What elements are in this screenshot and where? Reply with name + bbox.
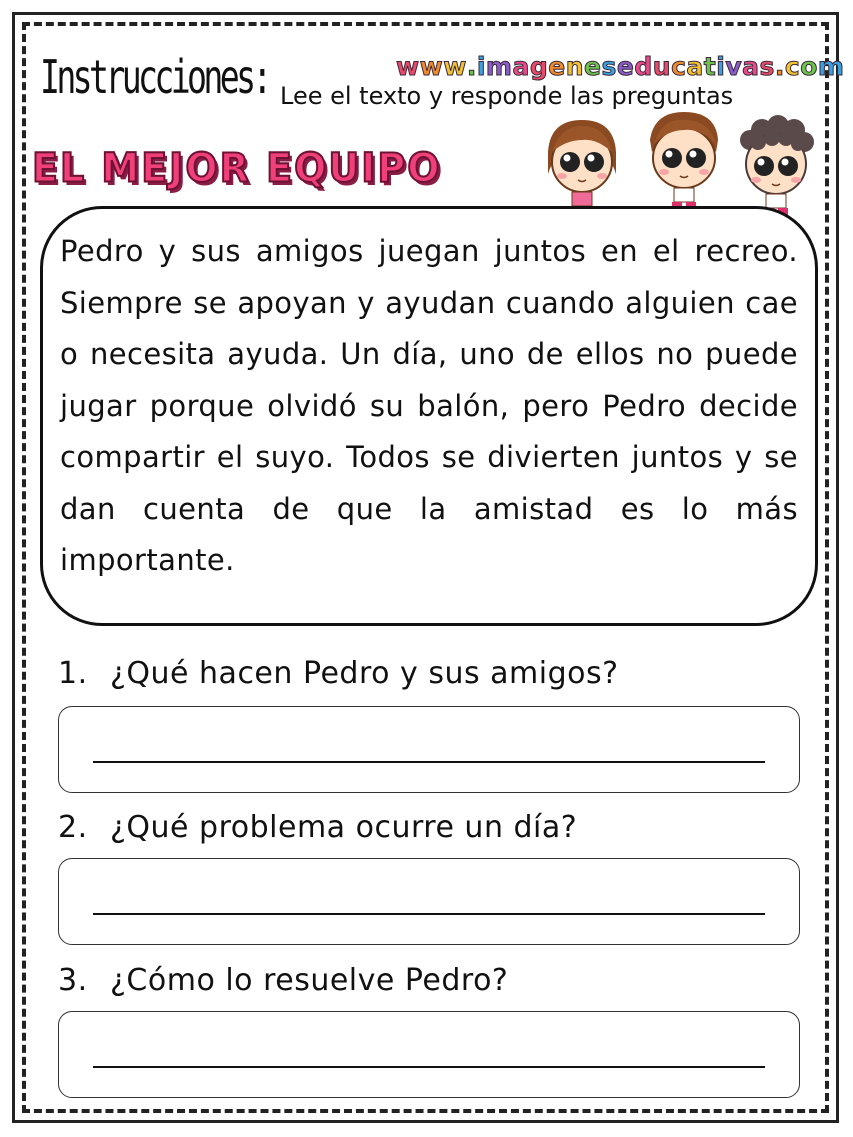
question-3 (58, 963, 508, 998)
answer-line (93, 913, 765, 915)
answer-line (93, 1066, 765, 1068)
question-text: ¿Qué hacen Pedro y sus amigos? (110, 656, 619, 691)
answer-box-3[interactable] (58, 1011, 800, 1098)
girl-character-icon (548, 120, 616, 214)
question-number: 3. (58, 963, 88, 998)
question-text: ¿Cómo lo resuelve Pedro? (110, 963, 509, 998)
story-title: EL MEJOR EQUIPO (32, 144, 442, 192)
instructions-label: Instrucciones: (40, 50, 269, 104)
instructions-text: Lee el texto y responde las preguntas (280, 82, 734, 110)
question-number: 1. (58, 656, 88, 691)
curly-hair-kid-icon (740, 115, 814, 216)
website-watermark: www.imageneseducativas.com (396, 52, 845, 81)
boy-character-icon (650, 112, 718, 210)
answer-box-2[interactable] (58, 858, 800, 945)
question-1 (58, 656, 619, 691)
answer-box-1[interactable] (58, 706, 800, 793)
question-2 (58, 810, 577, 845)
story-text: Pedro y sus amigos juegan juntos en el recreo. Siempre se apoyan y ayudan cuando alguien cae o necesita ayuda. Un día, uno de ellos no puede jugar porque olvidó su balón, pero Pedro decide compartir el suyo. Todos se divierten juntos y se dan cuenta de que la amistad es lo más importante. (60, 234, 798, 577)
question-number: 2. (58, 810, 88, 845)
question-text: ¿Qué problema ocurre un día? (110, 810, 578, 845)
answer-line (93, 761, 765, 763)
